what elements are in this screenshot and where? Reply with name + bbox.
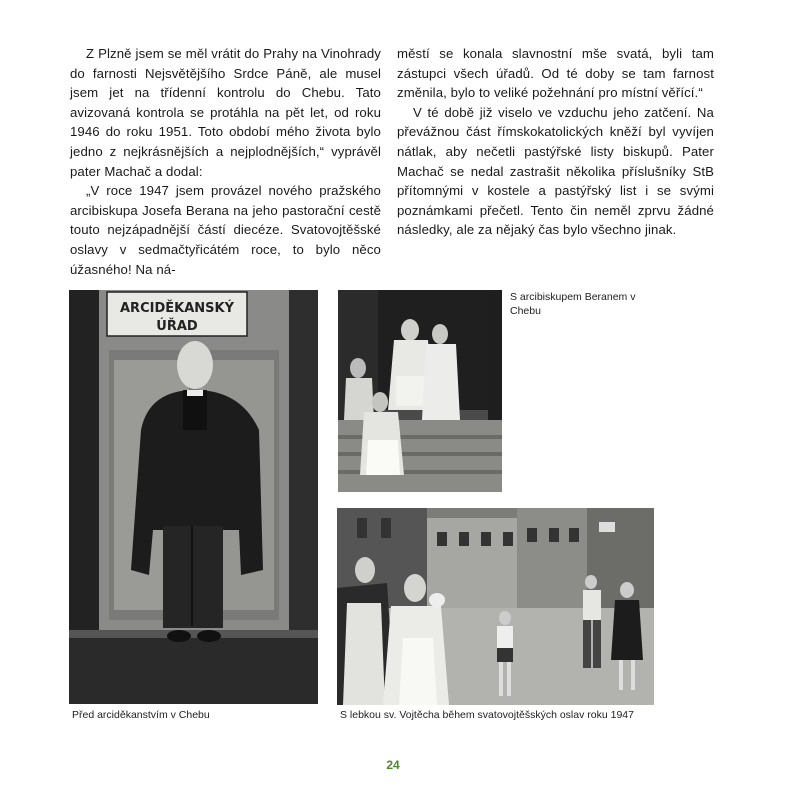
paragraph: „V roce 1947 jsem provázel nového pražského arcibiskupa Josefa Berana na jeho pastorační cestě touto nejzápadnější částí diecéze. Svatovojtěšské oslavy v sedmačtyřicátém roce, to bylo něco úžasného! Na ná- <box>70 183 381 277</box>
paragraph: V té době již viselo ve vzduchu jeho zatčení. Na převážnou část římskokatolických kněží byl vyvíjen nátlak, aby nečetli pastýřské listy biskupů. Pater Machač se nedal zastrašit několika příslušníky StB přítomnými v kostele a pastýřský list i se svými poznámkami přečetl. Tento čin neměl zprvu žádné následky, ale za nějaký čas bylo všechno jinak. <box>397 104 714 238</box>
photo-caption: Před arciděkanstvím v Chebu <box>72 709 210 721</box>
photo-caption: S arcibiskupem Beranem v Chebu <box>510 291 636 317</box>
page-number: 24 <box>386 758 400 772</box>
office-sign-text: ÚŘAD <box>156 319 198 334</box>
photo-square-with-relic <box>337 508 654 705</box>
photo-caption: S lebkou sv. Vojtěcha během svatovojtěšských oslav roku 1947 <box>340 709 634 721</box>
photo-priest-at-office-door <box>69 290 318 704</box>
text-column-left <box>70 44 381 279</box>
paragraph: Z Plzně jsem se měl vrátit do Prahy na Vinohrady do farnosti Nejsvětějšího Srdce Páně, ale musel jsem jet na třídenní kontrolu do Chebu. Tato avizovaná kontrola se protáhla na pět let, od roku 1946 do roku 1951. Toto období mého života bylo jedno z nejkrásnějších a nejplodnějších,“ vyprávěl pater Machač a dodal: <box>70 46 381 179</box>
paragraph: městí se konala slavnostní mše svatá, byli tam zástupci všech úřadů. Od té doby se tam farnost změnila, bylo to veliké požehnání pro místní věřící.“ <box>397 46 714 101</box>
photo-with-archbishop-beran <box>338 290 502 492</box>
text-column-right <box>397 44 714 240</box>
office-sign-text: ARCIDĚKANSKÝ <box>120 301 234 316</box>
